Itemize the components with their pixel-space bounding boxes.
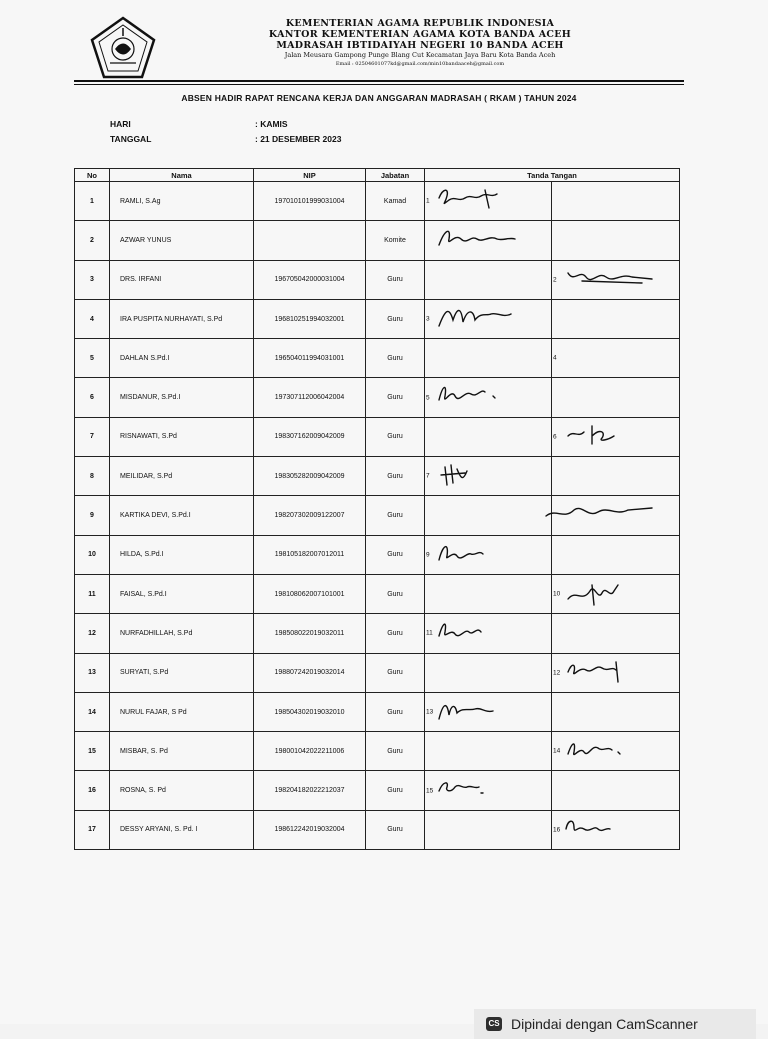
signature-cell-left — [425, 535, 552, 574]
letterhead-line1: KEMENTERIAN AGAMA REPUBLIK INDONESIA — [285, 18, 555, 29]
hari-label: HARI — [110, 119, 131, 129]
signature-cell-left — [425, 692, 552, 731]
signature-cell-left — [425, 299, 552, 338]
document-title: ABSEN HADIR RAPAT RENCANA KERJA DAN ANGGARAN MADRASAH ( RKAM ) TAHUN 2024 — [181, 93, 577, 103]
handwritten-signature — [562, 658, 662, 688]
signature-cell-right — [552, 378, 680, 417]
table-row — [75, 260, 680, 299]
row-nama: NURFADHILLAH, S.Pd — [110, 614, 254, 653]
handwritten-signature — [435, 697, 535, 727]
row-jabatan: Guru — [366, 614, 425, 653]
row-jabatan: Guru — [366, 378, 425, 417]
row-nama: MEILIDAR, S.Pd — [110, 457, 254, 496]
table-row — [75, 221, 680, 260]
row-jabatan: Guru — [366, 810, 425, 849]
row-nip: 198105182007012011 — [254, 535, 366, 574]
row-nip: 196705042000031004 — [254, 260, 366, 299]
row-nip: 198001042022211006 — [254, 732, 366, 771]
ministry-emblem-icon — [88, 16, 158, 80]
row-jabatan: Guru — [366, 771, 425, 810]
row-nama: DAHLAN S.Pd.I — [110, 339, 254, 378]
signature-number: 9 — [426, 551, 430, 559]
header-no: No — [75, 169, 110, 182]
signature-cell-left — [425, 496, 552, 535]
row-no: 12 — [75, 614, 110, 653]
row-jabatan: Guru — [366, 653, 425, 692]
signature-cell-right — [552, 457, 680, 496]
row-nama: MISDANUR, S.Pd.I — [110, 378, 254, 417]
signature-cell-right — [552, 221, 680, 260]
row-no: 6 — [75, 378, 110, 417]
signature-cell-left — [425, 457, 552, 496]
signature-number: 2 — [553, 276, 557, 284]
letterhead-contact: Email : 02504601077kd@gmail.com/min10bandaaceh@gmail.com — [335, 61, 505, 67]
row-no: 4 — [75, 299, 110, 338]
row-jabatan: Guru — [366, 339, 425, 378]
header-nip: NIP — [254, 169, 366, 182]
letterhead — [150, 18, 690, 68]
signature-cell-left — [425, 417, 552, 456]
signature-number: 5 — [426, 394, 430, 402]
signature-cell-left — [425, 574, 552, 613]
handwritten-signature — [562, 579, 662, 609]
row-nip: 198305282009042009 — [254, 457, 366, 496]
row-jabatan: Komite — [366, 221, 425, 260]
row-nama: AZWAR YUNUS — [110, 221, 254, 260]
row-no: 16 — [75, 771, 110, 810]
row-no: 8 — [75, 457, 110, 496]
signature-number: 4 — [553, 354, 557, 362]
row-no: 5 — [75, 339, 110, 378]
table-row — [75, 496, 680, 535]
row-no: 15 — [75, 732, 110, 771]
handwritten-signature — [435, 382, 535, 412]
row-jabatan: Guru — [366, 692, 425, 731]
row-nip: 198508022019032011 — [254, 614, 366, 653]
row-nip — [254, 221, 366, 260]
row-no: 17 — [75, 810, 110, 849]
table-row — [75, 614, 680, 653]
signature-number: 7 — [426, 472, 430, 480]
table-row — [75, 182, 680, 221]
row-nip: 198204182022212037 — [254, 771, 366, 810]
row-nip: 197010101999031004 — [254, 182, 366, 221]
row-nama: NURUL FAJAR, S Pd — [110, 692, 254, 731]
signature-number: 6 — [553, 433, 557, 441]
row-nip: 198108062007101001 — [254, 574, 366, 613]
row-nama: FAISAL, S.Pd.I — [110, 574, 254, 613]
signature-cell-right — [552, 260, 680, 299]
signature-cell-right — [552, 417, 680, 456]
signature-cell-right — [552, 339, 680, 378]
row-nama: RAMLI, S.Ag — [110, 182, 254, 221]
handwritten-signature — [562, 815, 662, 845]
row-jabatan: Guru — [366, 417, 425, 456]
camscanner-icon: CS — [486, 1017, 502, 1031]
handwritten-signature — [435, 540, 535, 570]
signature-cell-right — [552, 771, 680, 810]
row-nama: HILDA, S.Pd.I — [110, 535, 254, 574]
row-no: 1 — [75, 182, 110, 221]
letterhead-rule — [74, 80, 684, 82]
signature-cell-right — [552, 299, 680, 338]
signature-cell-left — [425, 771, 552, 810]
row-no: 13 — [75, 653, 110, 692]
row-no: 9 — [75, 496, 110, 535]
table-row — [75, 810, 680, 849]
tanggal-value: : 21 DESEMBER 2023 — [255, 134, 342, 144]
letterhead-rule-thin — [74, 84, 684, 85]
table-row — [75, 574, 680, 613]
row-nip: 198307162009042009 — [254, 417, 366, 456]
row-no: 3 — [75, 260, 110, 299]
signature-cell-right — [552, 574, 680, 613]
row-jabatan: Guru — [366, 457, 425, 496]
table-row — [75, 339, 680, 378]
table-row — [75, 299, 680, 338]
row-nip: 198504302019032010 — [254, 692, 366, 731]
row-nip: 198807242019032014 — [254, 653, 366, 692]
signature-number: 16 — [553, 826, 561, 834]
table-row — [75, 653, 680, 692]
header-jabatan: Jabatan — [366, 169, 425, 182]
table-row — [75, 535, 680, 574]
table-row — [75, 378, 680, 417]
signature-cell-right — [552, 614, 680, 653]
row-nip: 196504011994031001 — [254, 339, 366, 378]
row-nama: IRA PUSPITA NURHAYATI, S.Pd — [110, 299, 254, 338]
handwritten-signature — [435, 775, 535, 805]
signature-cell-left — [425, 339, 552, 378]
row-nama: RISNAWATI, S.Pd — [110, 417, 254, 456]
row-jabatan: Guru — [366, 574, 425, 613]
signature-number: 15 — [426, 787, 434, 795]
signature-cell-right — [552, 182, 680, 221]
signature-number: 11 — [426, 629, 433, 637]
letterhead-line3: MADRASAH IBTIDAIYAH NEGERI 10 BANDA ACEH — [276, 40, 564, 51]
row-jabatan: Guru — [366, 299, 425, 338]
row-nama: SURYATI, S.Pd — [110, 653, 254, 692]
handwritten-signature — [435, 186, 535, 216]
signature-cell-right — [552, 496, 680, 535]
row-no: 11 — [75, 574, 110, 613]
camscanner-text: Dipindai dengan CamScanner — [511, 1016, 698, 1032]
row-jabatan: Guru — [366, 535, 425, 574]
table-row — [75, 771, 680, 810]
header-nama: Nama — [110, 169, 254, 182]
row-jabatan: Kamad — [366, 182, 425, 221]
row-nama: DRS. IRFANI — [110, 260, 254, 299]
row-no: 2 — [75, 221, 110, 260]
signature-number: 3 — [426, 315, 430, 323]
attendance-table — [74, 168, 680, 850]
row-nama: KARTIKA DEVI, S.Pd.I — [110, 496, 254, 535]
table-header-row — [75, 169, 680, 182]
row-jabatan: Guru — [366, 496, 425, 535]
signature-cell-right — [552, 692, 680, 731]
row-nama: DESSY ARYANI, S. Pd. I — [110, 810, 254, 849]
handwritten-signature — [435, 618, 535, 648]
table-row — [75, 692, 680, 731]
signature-cell-left — [425, 182, 552, 221]
handwritten-signature — [435, 304, 535, 334]
letterhead-line2: KANTOR KEMENTERIAN AGAMA KOTA BANDA ACEH — [268, 29, 572, 40]
row-nama: MISBAR, S. Pd — [110, 732, 254, 771]
row-no: 10 — [75, 535, 110, 574]
signature-cell-right — [552, 732, 680, 771]
handwritten-signature — [562, 265, 662, 295]
handwritten-signature — [562, 422, 662, 452]
tanggal-label: TANGGAL — [110, 134, 152, 144]
table-row — [75, 732, 680, 771]
signature-number: 13 — [426, 708, 434, 716]
table-row — [75, 457, 680, 496]
signature-number: 10 — [553, 590, 561, 598]
row-nip: 197307112006042004 — [254, 378, 366, 417]
row-nama: ROSNA, S. Pd — [110, 771, 254, 810]
handwritten-signature — [435, 225, 535, 255]
signature-cell-right — [552, 535, 680, 574]
signature-cell-left — [425, 653, 552, 692]
row-nip: 198612242019032004 — [254, 810, 366, 849]
handwritten-signature — [435, 461, 535, 491]
row-jabatan: Guru — [366, 260, 425, 299]
signature-cell-left — [425, 810, 552, 849]
row-jabatan: Guru — [366, 732, 425, 771]
letterhead-address: Jalan Meusara Gampong Punge Blang Cut Kecamatan Jaya Baru Kota Banda Aceh — [284, 51, 556, 59]
signature-number: 14 — [553, 747, 561, 755]
handwritten-signature — [542, 500, 692, 530]
row-no: 7 — [75, 417, 110, 456]
signature-cell-right — [552, 810, 680, 849]
row-nip: 196810251994032001 — [254, 299, 366, 338]
hari-value: : KAMIS — [255, 119, 288, 129]
signature-cell-right — [552, 653, 680, 692]
signature-number: 12 — [553, 669, 561, 677]
signature-cell-left — [425, 614, 552, 653]
signature-number: 1 — [426, 197, 430, 205]
signature-cell-left — [425, 378, 552, 417]
signature-cell-left — [425, 732, 552, 771]
row-nip: 198207302009122007 — [254, 496, 366, 535]
signature-cell-left — [425, 260, 552, 299]
handwritten-signature — [562, 736, 662, 766]
signature-cell-left — [425, 221, 552, 260]
row-no: 14 — [75, 692, 110, 731]
header-tanda-tangan: Tanda Tangan — [425, 169, 680, 182]
table-row — [75, 417, 680, 456]
